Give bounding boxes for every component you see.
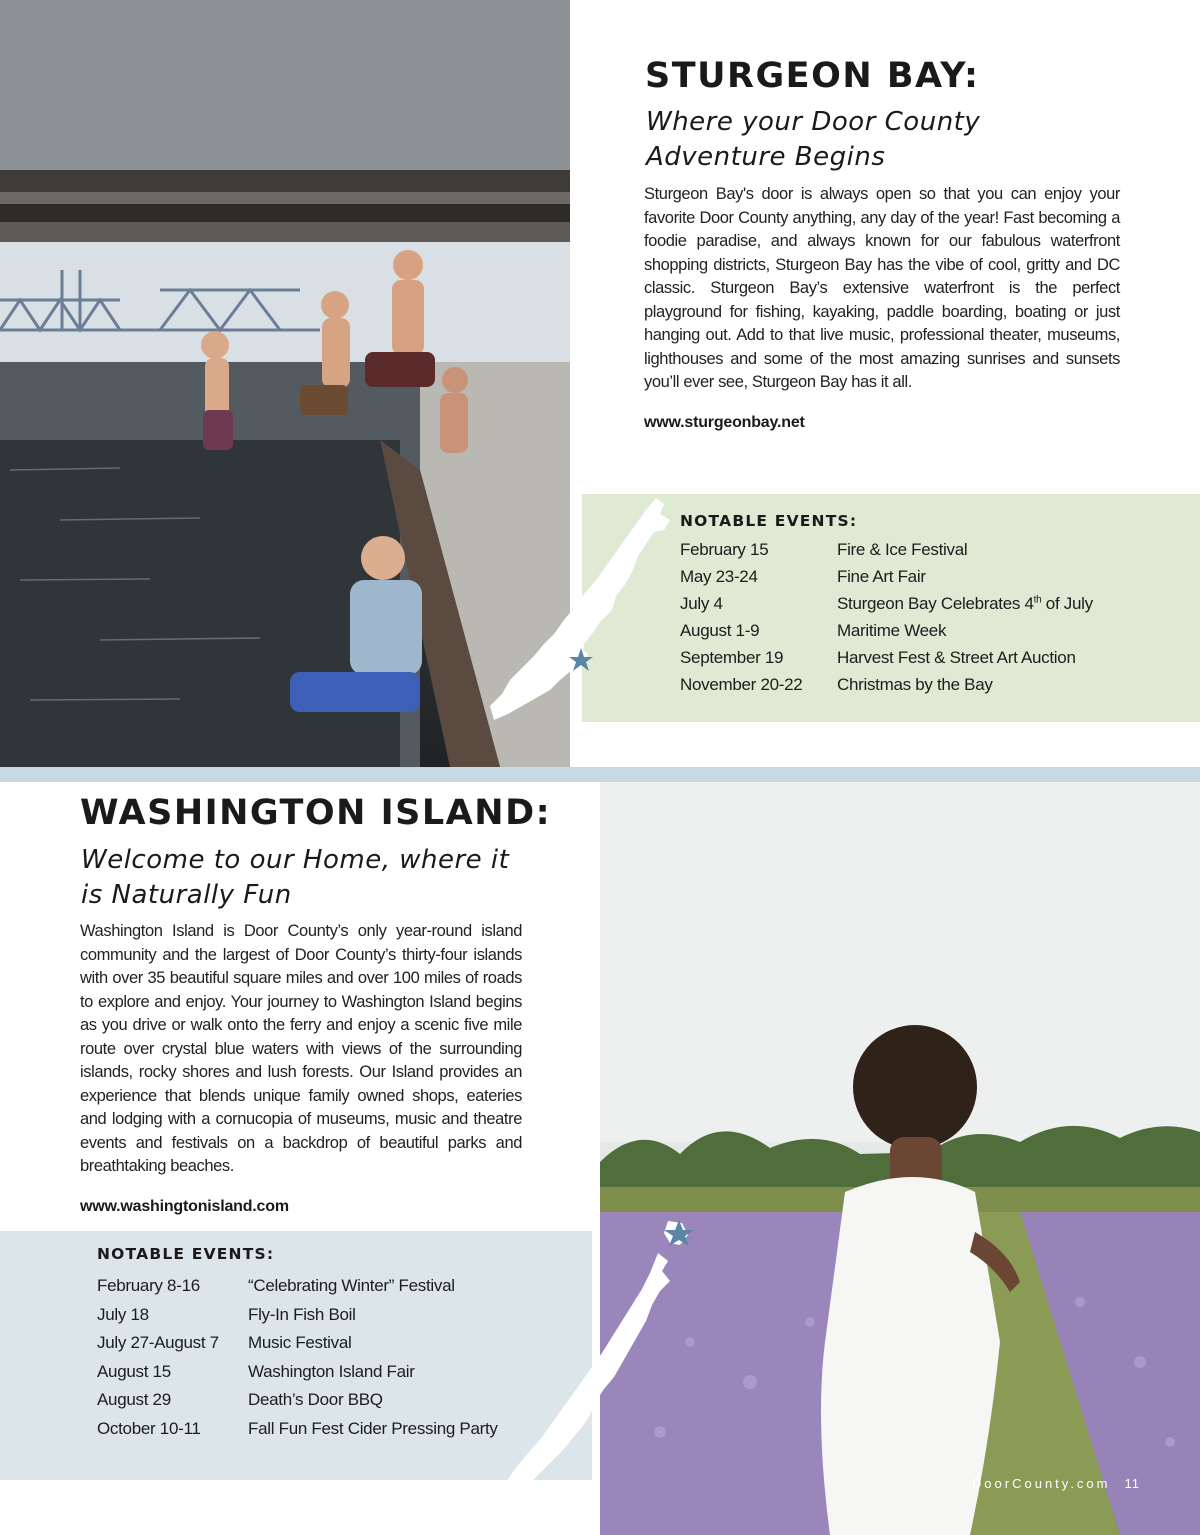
kids-jumping-illustration (0, 0, 570, 767)
washington-island-subtitle-line2: is Naturally Fun (81, 880, 292, 910)
event-name: “Celebrating Winter” Festival (248, 1276, 455, 1295)
event-name-main: Sturgeon Bay Celebrates 4 (837, 594, 1034, 613)
sturgeon-bay-subtitle (646, 105, 980, 175)
event-name: Fall Fun Fest Cider Pressing Party (248, 1418, 498, 1438)
event-name: Fire & Ice Festival (837, 540, 968, 559)
event-date: February 15 (680, 540, 769, 559)
event-date: February 8-16 (97, 1276, 200, 1295)
event-date: October 10-11 (97, 1418, 201, 1438)
door-county-map-icon (498, 1213, 708, 1513)
door-county-map-icon (488, 458, 703, 723)
sturgeon-bay-subtitle-line2: Adventure Begins (646, 142, 886, 172)
event-name: Washington Island Fair (248, 1361, 415, 1381)
event-row (680, 621, 1180, 648)
event-name: Fine Art Fair (837, 567, 926, 586)
washington-island-title: WASHINGTON ISLAND: (80, 793, 552, 833)
event-date: August 29 (97, 1390, 171, 1410)
event-name: Fly-In Fish Boil (248, 1304, 356, 1324)
sturgeon-bay-subtitle-line1: Where your Door County (646, 107, 981, 137)
footer-site-name: DoorCounty.com (971, 1476, 1111, 1491)
washington-island-website-link[interactable]: www.washingtonisland.com (80, 1198, 289, 1215)
section-divider (0, 767, 1200, 782)
sturgeon-bay-website-link[interactable]: www.sturgeonbay.net (644, 414, 805, 431)
event-row (680, 675, 1180, 702)
event-name: Music Festival (248, 1333, 352, 1353)
event-date: May 23-24 (680, 567, 758, 586)
event-name-tail: of July (1041, 594, 1093, 613)
event-name: Harvest Fest & Street Art Auction (837, 648, 1076, 667)
washington-island-subtitle (81, 843, 509, 913)
event-date: August 15 (97, 1361, 171, 1381)
event-name: Death’s Door BBQ (248, 1390, 383, 1410)
event-name-superscript: th (1033, 594, 1042, 606)
event-row (680, 648, 1180, 675)
event-date: July 4 (680, 594, 723, 613)
sturgeon-bay-title: STURGEON BAY: (645, 56, 980, 96)
event-name: Christmas by the Bay (837, 675, 993, 694)
sturgeon-bay-description: Sturgeon Bay's door is always open so that you can enjoy your favorite Door County anything, any day of the year! Fast becoming a foodie paradise, and always known for our fabulous waterfront shopping districts, Sturgeon Bay has the vibe of cool, gritty and DC classic. Sturgeon Bay’s extensive waterfront is the perfect playground for fishing, kayaking, paddle boarding, boating or just hanging out. Add to that live music, professional theater, museums, lighthouses and some of the most amazing sunrises and sunsets you’ll ever see, Sturgeon Bay has it all. (644, 185, 1120, 391)
page-footer (972, 1476, 1140, 1491)
washington-island-events-heading: NOTABLE EVENTS: (97, 1245, 275, 1263)
event-date: July 18 (97, 1304, 149, 1324)
event-row (680, 567, 1180, 594)
event-date: July 27-August 7 (97, 1333, 219, 1353)
page-number: 11 (1124, 1476, 1140, 1491)
event-row (680, 594, 1180, 621)
event-date: September 19 (680, 648, 784, 667)
sturgeon-bay-events-heading: NOTABLE EVENTS: (680, 512, 858, 530)
event-date: August 1-9 (680, 621, 760, 640)
sturgeon-bay-events-list (680, 540, 1180, 702)
event-name (837, 594, 1093, 614)
event-name: Maritime Week (837, 621, 947, 640)
kids-jumping-photo (0, 0, 570, 767)
washington-island-subtitle-line1: Welcome to our Home, where it (81, 845, 510, 875)
washington-island-description: Washington Island is Door County’s only year-round island community and the largest of Door County’s thirty-four islands with over 35 beautiful square miles and over 100 miles of roads to explore and enjoy. Your journey to Washington Island begins as you drive or walk onto the ferry and enjoy a scenic five mile route over crystal blue waters with views of the surrounding islands, rocky shores and lush forests. Our Island provides an experience that blends unique family owned shops, eateries and lodging with a cornucopia of museums, music and theatre events and festivals on a backdrop of beautiful parks and breathtaking beaches. (80, 922, 522, 1175)
event-date: November 20-22 (680, 675, 803, 694)
event-row (680, 540, 1180, 567)
